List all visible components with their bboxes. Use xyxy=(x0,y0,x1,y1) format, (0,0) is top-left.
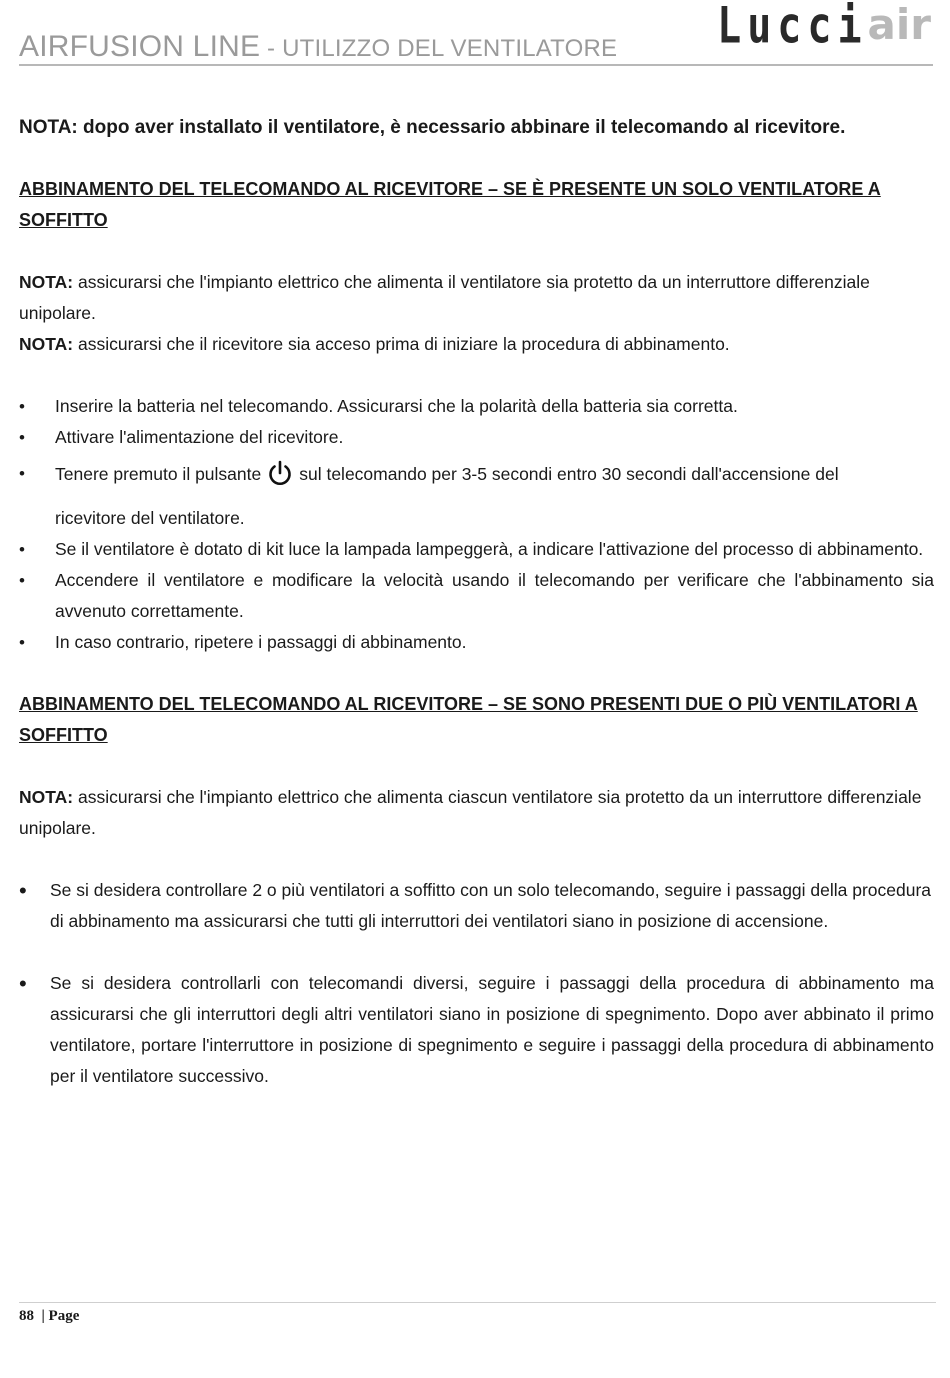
note-text: assicurarsi che l'impianto elettrico che alimenta ciascun ventilatore sia protetto da un interruttore differenziale unipolare. xyxy=(19,787,922,838)
page-word: | Page xyxy=(34,1308,80,1324)
section2-steps xyxy=(19,875,934,1092)
list-item xyxy=(19,453,934,534)
list-item: • In caso contrario, ripetere i passaggi di abbinamento. xyxy=(19,627,934,658)
note-text: assicurarsi che l'impianto elettrico che alimenta il ventilatore sia protetto da un interruttore differenziale unipolare. xyxy=(19,272,870,323)
logo-text-dark: Lucci xyxy=(717,0,868,55)
section1-note1 xyxy=(19,267,934,329)
note-label: NOTA: xyxy=(19,272,74,292)
step-text-pre: Tenere premuto il pulsante xyxy=(55,464,262,484)
note-label: NOTA: xyxy=(19,334,74,354)
section1-heading: ABBINAMENTO DEL TELECOMANDO AL RICEVITORE – SE È PRESENTE UN SOLO VENTILATORE A SOFFITTO xyxy=(19,179,881,230)
document-title-sub: - UTILIZZO DEL VENTILATORE xyxy=(260,35,618,62)
list-item: • Se il ventilatore è dotato di kit luce la lampada lampeggerà, a indicare l'attivazione del processo di abbinamento. xyxy=(19,534,934,565)
list-item: • Accendere il ventilatore e modificare la velocità usando il telecomando per verificare che l'abbinamento sia avvenuto correttamente. xyxy=(19,565,934,627)
document-title xyxy=(19,30,617,64)
intro-note: NOTA: dopo aver installato il ventilatore, è necessario abbinare il telecomando al ricevitore. xyxy=(19,117,846,138)
step-text-tail: ricevitore del ventilatore. xyxy=(55,508,245,528)
page-number: 88 xyxy=(19,1308,34,1324)
page-header xyxy=(19,0,933,66)
section1-note2 xyxy=(19,329,934,360)
section2-heading: ABBINAMENTO DEL TELECOMANDO AL RICEVITORE – SE SONO PRESENTI DUE O PIÙ VENTILATORI A SOFFITTO xyxy=(19,694,918,745)
document-title-main: AIRFUSION LINE xyxy=(19,30,261,63)
note-label: NOTA: xyxy=(19,787,74,807)
power-icon xyxy=(267,460,293,503)
page-content xyxy=(19,112,934,1092)
list-item: • Inserire la batteria nel telecomando. Assicurarsi che la polarità della batteria sia corretta. xyxy=(19,391,934,422)
note-text: assicurarsi che il ricevitore sia acceso prima di iniziare la procedura di abbinamento. xyxy=(73,334,730,354)
step-text-post: sul telecomando per 3-5 secondi entro 30 secondi dall'accensione del xyxy=(299,464,839,484)
list-item: • Se si desidera controllare 2 o più ventilatori a soffitto con un solo telecomando, seguire i passaggi della procedura di abbinamento ma assicurarsi che tutti gli interruttori dei ventilatori siano in posizione di accensione. xyxy=(19,875,934,937)
brand-logo xyxy=(717,0,931,55)
page-footer xyxy=(19,1302,936,1325)
section2-note xyxy=(19,782,934,844)
list-item: • Se si desidera controllarli con telecomandi diversi, seguire i passaggi della procedura di abbinamento ma assicurarsi che gli interruttori degli altri ventilatori siano in posizione di spegnimento. Dopo aver abbinato il primo ventilatore, portare l'interruttore in posizione di spegnimento e seguire i passaggi della procedura di abbinamento per il ventilatore successivo. xyxy=(19,968,934,1092)
list-item: • Attivare l'alimentazione del ricevitore. xyxy=(19,422,934,453)
section1-steps xyxy=(19,391,934,658)
logo-text-light: air xyxy=(867,0,931,49)
page-number-label xyxy=(19,1308,936,1325)
footer-divider xyxy=(19,1302,936,1303)
header-divider xyxy=(19,64,933,66)
